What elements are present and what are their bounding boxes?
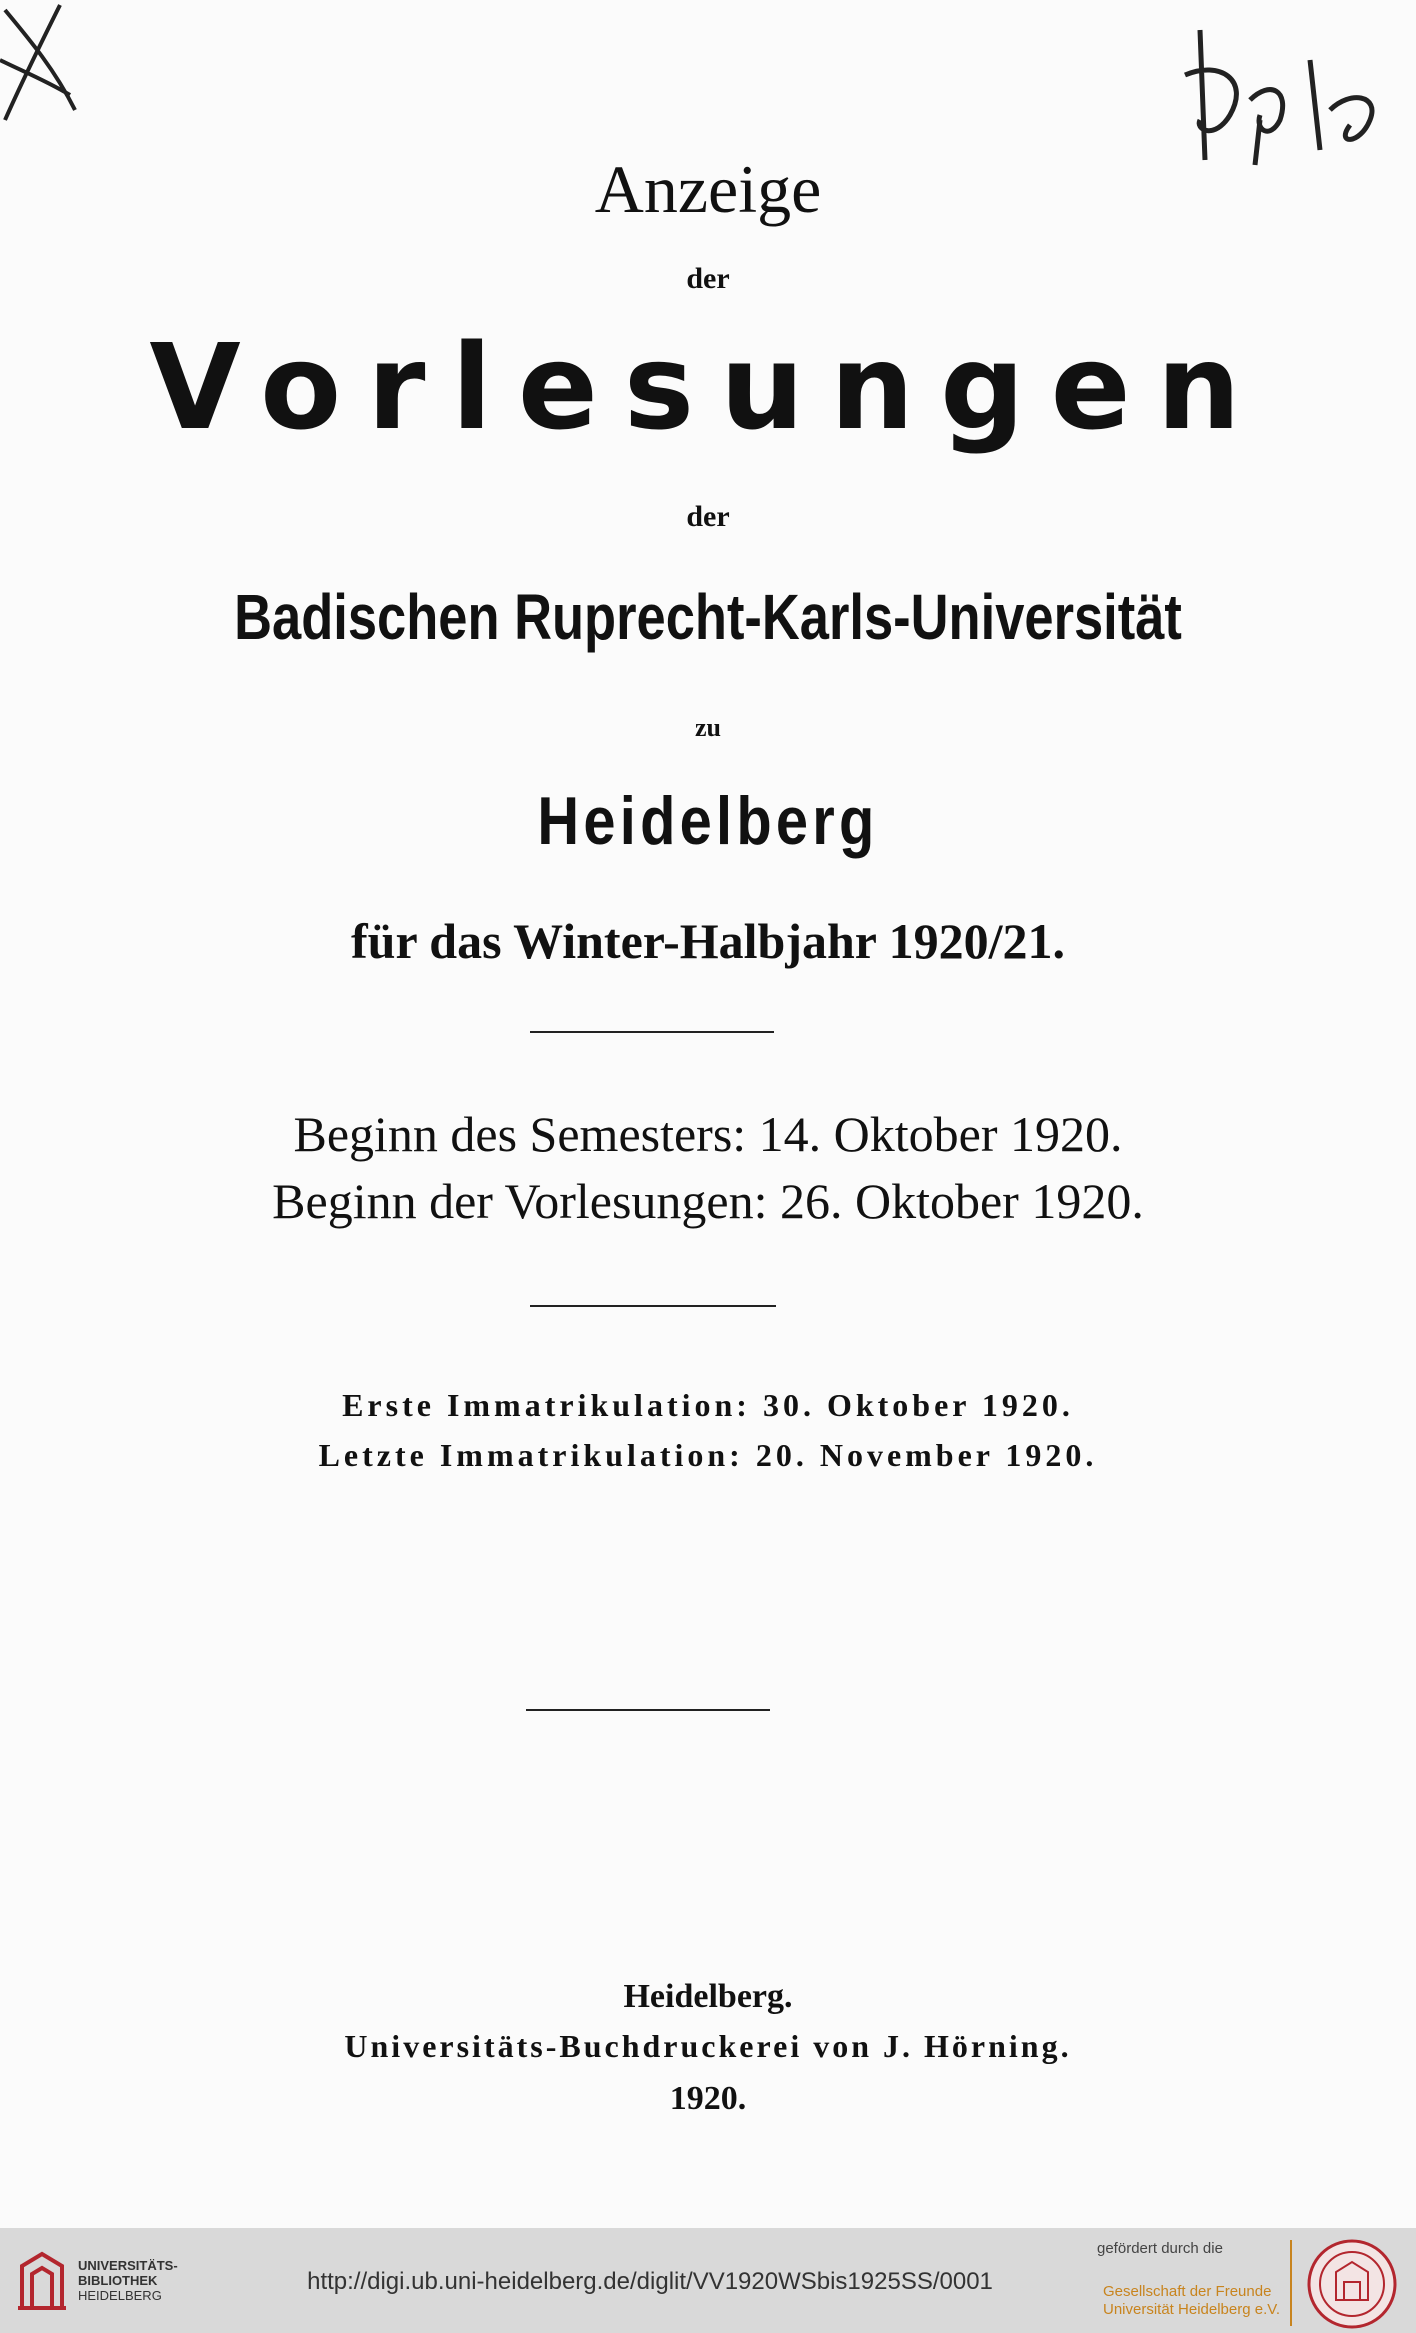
city-heading: Heidelberg — [537, 783, 879, 859]
heading-vorlesungen: Vorlesungen — [149, 318, 1267, 456]
library-name-line2: BIBLIOTHEK — [78, 2273, 158, 2288]
viewer-footer-bar — [0, 2228, 1416, 2333]
library-name-line1: UNIVERSITÄTS- — [78, 2258, 178, 2273]
handwritten-note-text: Dpe — [1220, 165, 1223, 166]
library-name-line3: HEIDELBERG — [78, 2288, 162, 2303]
semester-line: für das Winter-Halbjahr 1920/21. — [351, 913, 1065, 969]
connector-der-2: der — [686, 500, 730, 533]
sponsor-divider — [1290, 2240, 1292, 2326]
sponsor-name-line1: Gesellschaft der Freunde — [1103, 2283, 1272, 2300]
handwritten-cross-mark — [0, 0, 110, 150]
imprint-year: 1920. — [669, 2080, 747, 2117]
sponsor-intro: gefördert durch die — [1097, 2240, 1223, 2257]
divider-rule — [530, 1031, 774, 1033]
connector-der-1: der — [686, 262, 730, 295]
university-seal-icon — [1306, 2238, 1398, 2330]
university-name: Badischen Ruprecht-Karls-Universität — [234, 581, 1182, 653]
sponsor-name-line2: Universität Heidelberg e.V. — [1103, 2301, 1281, 2318]
imprint-city: Heidelberg. — [623, 1978, 793, 2015]
lectures-start-line: Beginn der Vorlesungen: 26. Oktober 1920. — [272, 1173, 1144, 1229]
semester-start-line: Beginn des Semesters: 14. Oktober 1920. — [293, 1106, 1123, 1162]
divider-rule — [526, 1709, 770, 1711]
connector-zu: zu — [695, 713, 721, 742]
permalink-url[interactable]: http://digi.ub.uni-heidelberg.de/diglit/VV1920WSbis1925SS/0001 — [307, 2268, 993, 2295]
imprint-publisher: Universitäts-Buchdruckerei von J. Hörning. — [344, 2028, 1072, 2064]
divider-rule — [530, 1305, 776, 1307]
last-enrollment-line: Letzte Immatrikulation: 20. November 1920. — [318, 1437, 1098, 1473]
handwritten-note — [1160, 20, 1410, 170]
heading-anzeige: Anzeige — [594, 151, 822, 227]
first-enrollment-line: Erste Immatrikulation: 30. Oktober 1920. — [342, 1387, 1074, 1423]
